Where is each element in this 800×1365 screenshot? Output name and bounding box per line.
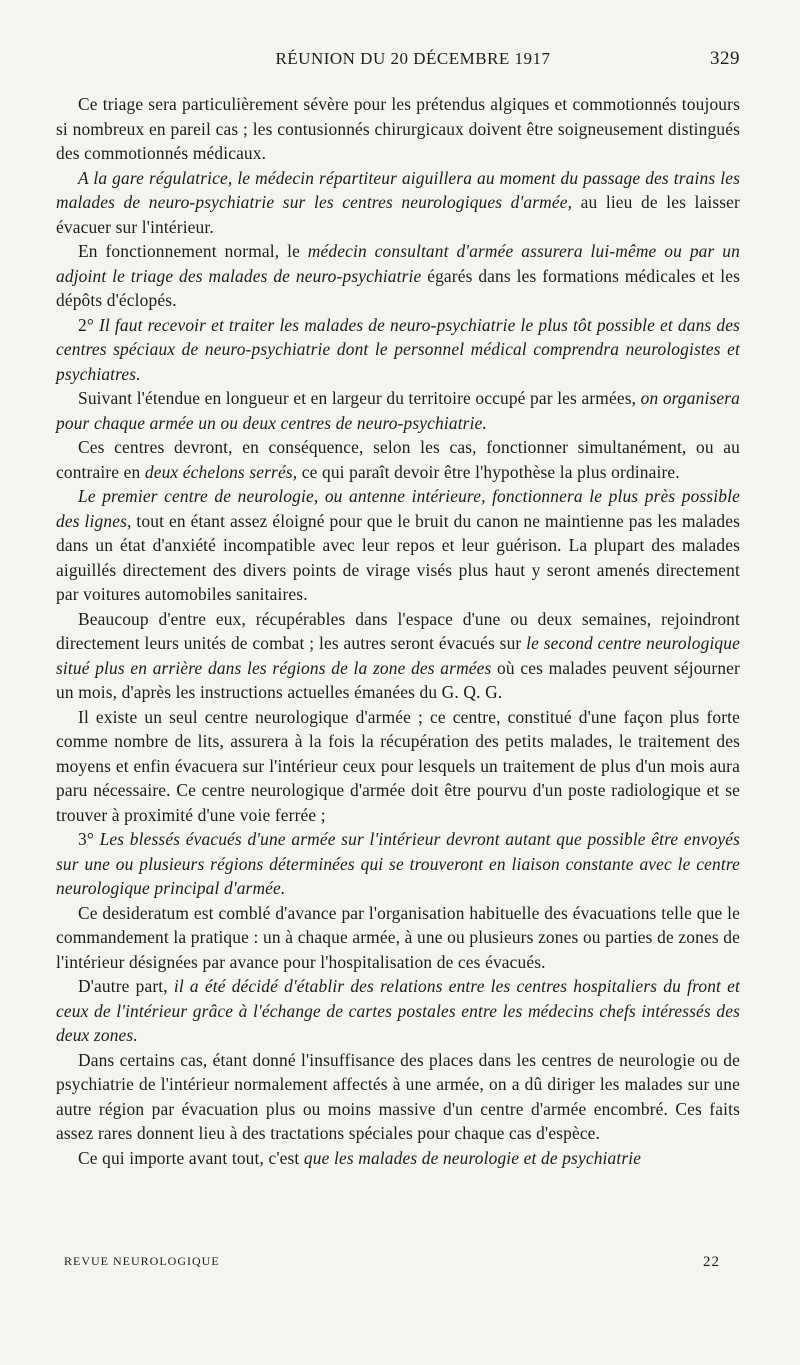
document-page [56,48,740,1170]
italic-run: médecin consultant d'armée assurera lui-même ou par un adjoint le triage des malades de neuro-psychiatrie [56,241,740,286]
signature-mark: 22 [703,1254,720,1270]
text-run: Il existe un seul centre neurologique d'armée ; ce centre, constitué d'une façon plus forte comme nombre de lits, assurera à la fois la récupération des petits malades, le traitement des moyens et enfin évacuera sur l'intérieur ceux pour lesquels un traitement de plus d'un mois aura paru nécessaire. Ce centre neurologique d'armée doit être pourvu d'un poste radiologique et se trouver à proximité d'une voie ferrée ; [56,706,740,825]
italic-run: que les malades de neurologie et de psychiatrie [303,1147,642,1168]
text-run: Ce qui importe avant tout, c'est [78,1147,304,1168]
paragraph [56,239,740,313]
paragraph [56,435,740,484]
paragraph [56,827,740,901]
text-run: D'autre part, [78,976,174,996]
text-run: 3° [78,829,100,849]
italic-run: deux échelons serrés, [144,461,298,482]
italic-run: le second centre neurologique situé plus en arrière dans les régions de la zone des armées [56,633,740,678]
paragraph [56,1048,740,1146]
paragraph [56,484,740,607]
paragraph [56,1146,740,1171]
paragraph [56,705,740,828]
page-footer [64,1254,736,1271]
text-run: Ces centres devront, en conséquence, selon les cas, fonctionner simultanément, ou au contraire en [56,437,740,482]
page-number: 329 [710,48,740,69]
text-run: Ce desideratum est comblé d'avance par l'organisation habituelle des évacuations telle que le commandement la pratique : un à chaque armée, à une ou plusieurs zones ou parties de zones de l'intérieur désignées par avance pour l'hospitalisation de ces évacués. [56,902,740,972]
body-text [56,92,740,1170]
paragraph [56,974,740,1048]
paragraph [56,92,740,166]
paragraph [56,313,740,387]
italic-run: Il faut recevoir et traiter les malades de neuro-psychiatrie le plus tôt possible et dans des centres spéciaux de neuro-psychiatrie dont le personnel médical comprendra neurologistes et psychiatres. [56,314,740,384]
text-run: Beaucoup d'entre eux, récupérables dans l'espace d'une ou deux semaines, rejoindront directement leurs unités de combat ; les autres seront évacués sur [56,608,740,653]
text-run: Ce triage sera particulièrement sévère pour les prétendus algiques et commotionnés toujours si nombreux en pareil cas ; les contusionnés chirurgicaux doivent être soigneusement distingués des commotionnés médicaux. [56,94,740,163]
text-run: où ces malades peuvent séjourner un mois, d'après les instructions actuelles émanées du G. Q. G. [56,657,740,702]
text-run: au lieu de les laisser évacuer sur l'intérieur. [56,192,740,237]
text-run: égarés dans les formations médicales et les dépôts d'éclopés. [56,265,740,310]
text-run: ce qui paraît devoir être l'hypothèse la plus ordinaire. [297,461,680,482]
italic-run: Le premier centre de neurologie, ou antenne intérieure, fonctionnera le plus près possible des lignes, [56,486,740,531]
paragraph [56,901,740,975]
text-run: En fonctionnement normal, le [78,241,308,261]
text-run: Dans certains cas, étant donné l'insuffisance des places dans les centres de neurologie ou de psychiatrie de l'intérieur normalement affectés à une armée, on a dû diriger les malades sur une autre région par évacuation plus ou moins massive d'un centre d'armée encombré. Ces faits assez rares donnent lieu à des tractations spéciales pour chaque cas d'espèce. [56,1049,740,1143]
running-header [56,48,740,80]
italic-run: il a été décidé d'établir des relations entre les centres hospitaliers du front et ceux de l'intérieur grâce à l'échange de cartes postales entre les médecins chefs intéressés des deux zones. [56,976,740,1045]
text-run: tout en étant assez éloigné pour que le bruit du canon ne maintienne pas les malades dans un état d'anxiété incompatible avec leur repos et leur guérison. La plupart des malades aiguillés directement des divers points de virage visés plus haut y seront amenés directement par voitures automobiles sanitaires. [56,510,740,604]
text-run: 2° [78,314,99,335]
paragraph [56,386,740,435]
running-title: RÉUNION DU 20 DÉCEMBRE 1917 [275,49,551,68]
journal-name: REVUE NEUROLOGIQUE [64,1254,220,1268]
italic-run: on organisera pour chaque armée un ou deux centres de neuro-psychiatrie. [56,388,741,433]
paragraph [56,607,740,705]
italic-run: A la gare régulatrice, le médecin répartiteur aiguillera au moment du passage des trains les malades de neuro-psychiatrie sur les centres neurologiques d'armée, [56,167,740,212]
text-run: Suivant l'étendue en longueur et en largeur du territoire occupé par les armées, [78,388,641,408]
italic-run: Les blessés évacués d'une armée sur l'intérieur devront autant que possible être envoyés sur une ou plusieurs régions déterminées qui se trouveront en liaison constante avec le centre neurologique principal d'armée. [56,829,740,898]
paragraph [56,166,740,240]
